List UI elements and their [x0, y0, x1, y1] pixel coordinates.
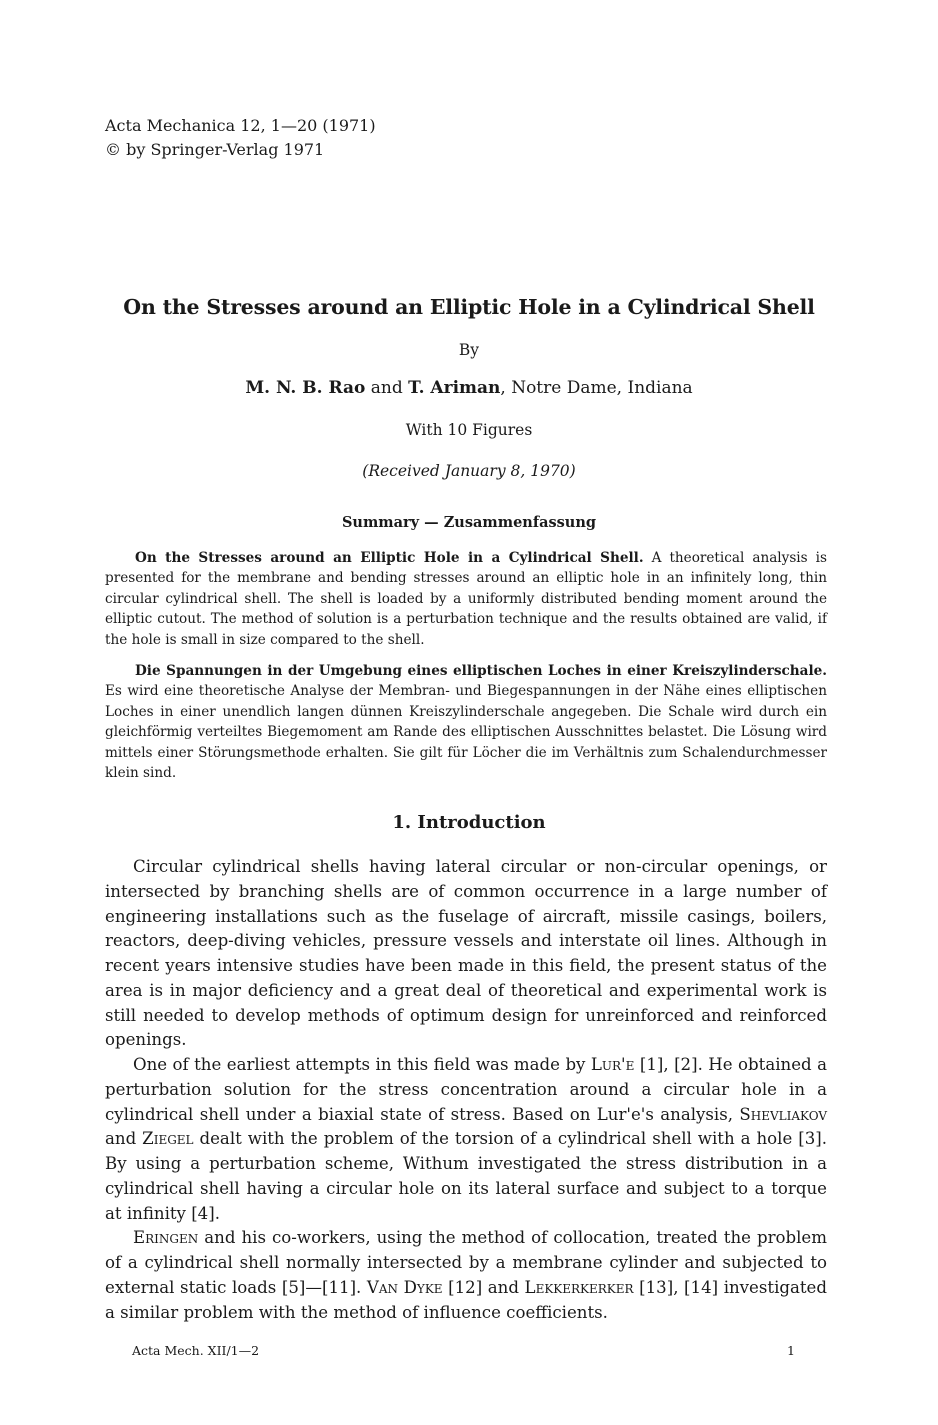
section-heading: 1. Introduction — [392, 812, 546, 833]
introduction-body — [105, 855, 827, 1325]
footer-journal: Acta Mech. XII/1—2 — [132, 1343, 260, 1358]
copyright-line: © by Springer-Verlag 1971 — [105, 140, 325, 159]
abstract-german-lead: Die Spannungen in der Umgebung eines elliptischen Loches in einer Kreiszylinderschale. — [135, 663, 827, 679]
p3-text-c: [13], [14] investigated a similar problem with the method of influence coefficients. — [105, 1277, 827, 1322]
journal-citation — [105, 114, 376, 162]
received-date: (Received January 8, 1970) — [362, 462, 576, 480]
by-line: By — [458, 341, 480, 359]
paragraph-3 — [105, 1226, 827, 1325]
author-ref-eringen: Eringen — [133, 1228, 199, 1248]
author-2: T. Ariman — [408, 378, 501, 398]
author-ref-lekkerkerker: Lekkerkerker — [524, 1277, 634, 1297]
journal-line: Acta Mechanica 12, 1—20 (1971) — [105, 116, 376, 135]
p2-text-b: [1], [2]. He obtained a perturbation solution for the stress concentration around a circular hole in a cylindrical shell under a biaxial state of stress. Based on Lur'e's analysis, — [105, 1055, 827, 1124]
paragraph-2 — [105, 1053, 827, 1226]
page-number: 1 — [787, 1343, 795, 1358]
abstract-english-text: A theoretical analysis is presented for the membrane and bending stresses around an elliptic hole in an infinitely long, thin circular cylindrical shell. The shell is loaded by a uniformly distributed bending moment around the elliptic cutout. The method of solution is a perturbation technique and the results obtained are valid, if the hole is small in size compared to the shell. — [105, 550, 827, 648]
author-ref-shevliakov: Shevliakov — [739, 1104, 827, 1124]
paper-title: On the Stresses around an Elliptic Hole in a Cylindrical Shell — [123, 295, 815, 319]
paragraph-1: Circular cylindrical shells having lateral circular or non-circular openings, or intersected by branching shells are of common occurrence in a large number of engineering installations such as the fuselage of aircraft, missile casings, boilers, reactors, deep-diving vehicles, pressure vessels and interstate oil lines. Although in recent years intensive studies have been made in this field, the present status of the area is in major deficiency and a great deal of theoretical and experimental work is still needed to develop methods of optimum design for unreinforced and reinforced openings. — [105, 857, 827, 1050]
summary-heading: Summary — Zusammenfassung — [341, 514, 597, 531]
p3-text-b: [12] and — [442, 1277, 525, 1297]
abstract-german-text: Es wird eine theoretische Analyse der Membran- und Biegespannungen in der Nähe eines elliptischen Loches in einer unendlich langen dünnen Kreiszylinderschale angegeben. Die Schale wird durch ein gleichförmig verteiltes Biegemoment am Rande des elliptischen Ausschnittes belastet. Die Lösung wird mittels einer Störungsmethode erhalten. Sie gilt für Löcher die im Verhältnis zum Schalendurchmesser klein sind. — [105, 683, 827, 782]
author-ref-lure: Lur'e — [590, 1055, 635, 1074]
figures-note: With 10 Figures — [405, 421, 533, 439]
abstract-german — [105, 661, 827, 783]
p2-text-a: One of the earliest attempts in this field was made by — [133, 1055, 591, 1074]
author-1: M. N. B. Rao — [245, 378, 366, 398]
affiliation: , Notre Dame, Indiana — [500, 378, 693, 398]
abstract-english — [105, 548, 827, 650]
abstract-english-lead: On the Stresses around an Elliptic Hole in a Cylindrical Shell. — [135, 550, 644, 566]
author-ref-ziegel: Ziegel — [142, 1129, 194, 1149]
author-ref-van-dyke: Van Dyke — [366, 1277, 443, 1297]
p2-text-c: and — [105, 1129, 143, 1149]
p3-text-a: and his co-workers, using the method of collocation, treated the problem of a cylindrical shell normally intersected by a membrane cylinder and subjected to external static loads [5]—[11]. — [105, 1228, 827, 1297]
p2-text-d: dealt with the problem of the torsion of a cylindrical shell with a hole [3]. By using a perturbation scheme, Withum investigated the stress distribution in a cylindrical shell having a circular hole on its lateral surface and subject to a torque at infinity [4]. — [105, 1129, 828, 1223]
authors-and: and — [365, 378, 409, 398]
authors-line — [0, 378, 938, 398]
